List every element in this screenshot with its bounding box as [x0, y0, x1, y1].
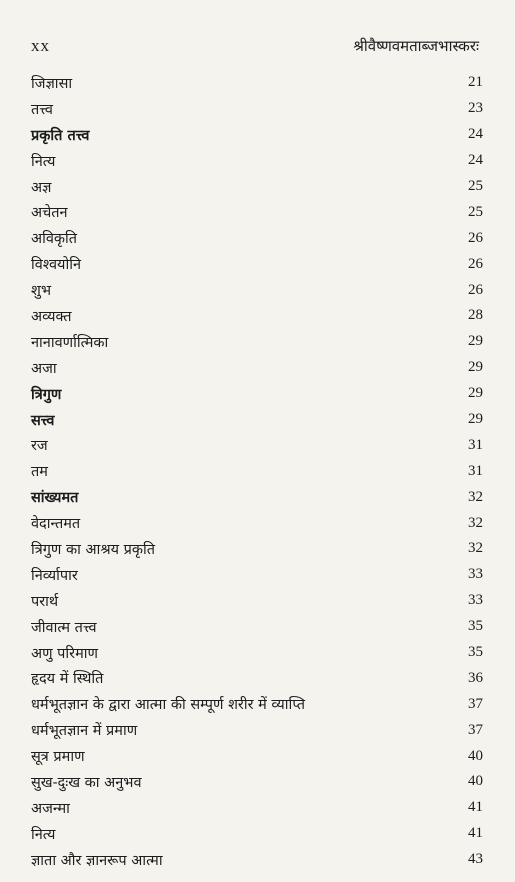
toc-entry-title: अणु परिमाण — [31, 645, 99, 662]
toc-entry-page: 35 — [468, 644, 483, 661]
table-of-contents — [31, 70, 483, 873]
toc-entry-title: वेदान्तमत — [31, 516, 81, 533]
toc-entry-page: 29 — [468, 359, 483, 376]
toc-entry — [31, 225, 483, 251]
toc-entry-page: 26 — [468, 281, 483, 298]
toc-entry-page: 25 — [468, 178, 483, 194]
toc-entry — [31, 70, 483, 96]
toc-entry-page: 40 — [468, 747, 483, 764]
toc-entry-page: 37 — [468, 695, 483, 712]
toc-entry — [31, 691, 483, 717]
toc-entry-title: अज्ञ — [31, 179, 52, 196]
toc-entry-page: 43 — [468, 851, 483, 868]
toc-entry — [31, 640, 483, 666]
toc-entry — [31, 199, 483, 225]
toc-entry — [31, 717, 483, 743]
toc-entry-page: 33 — [468, 566, 483, 583]
toc-entry-title: सांख्यमत — [31, 489, 79, 507]
toc-entry-title: अविकृति — [31, 231, 78, 248]
toc-entry — [31, 484, 483, 510]
toc-entry-page: 24 — [468, 126, 483, 143]
toc-entry — [31, 510, 483, 536]
toc-entry-page: 29 — [468, 385, 483, 402]
toc-entry-title: नित्य — [31, 153, 56, 170]
toc-entry — [31, 743, 483, 769]
toc-entry-title: अजा — [31, 360, 57, 377]
toc-entry-title: रज — [31, 438, 48, 455]
toc-entry-page: 29 — [468, 411, 483, 428]
toc-entry — [31, 96, 483, 122]
toc-entry-page: 35 — [468, 618, 483, 635]
page-header — [31, 36, 479, 60]
toc-entry-page: 29 — [468, 333, 483, 350]
toc-entry — [31, 562, 483, 588]
toc-entry-page: 23 — [468, 100, 483, 117]
toc-entry — [31, 769, 483, 795]
toc-entry-title: विश्वयोनि — [31, 257, 82, 274]
toc-entry — [31, 407, 483, 433]
toc-entry-page: 28 — [468, 307, 483, 324]
toc-entry — [31, 614, 483, 640]
toc-entry-title: धर्मभूतज्ञान के द्वारा आत्मा की सम्पूर्ण शरीर में व्याप्ति — [31, 697, 306, 714]
toc-entry-page: 32 — [468, 488, 483, 505]
toc-entry-title: नित्य — [31, 826, 56, 843]
toc-entry — [31, 536, 483, 562]
toc-entry-title: तत्त्व — [31, 101, 53, 118]
toc-entry-page: 41 — [468, 799, 483, 816]
toc-entry-title: शुभ — [31, 283, 52, 300]
toc-entry — [31, 122, 483, 148]
toc-entry — [31, 588, 483, 614]
book-title: श्रीवैष्णवमताब्जभास्करः — [353, 37, 479, 55]
toc-entry — [31, 458, 483, 484]
toc-entry-title: त्रिगुण का आश्रय प्रकृति — [31, 541, 156, 558]
toc-entry-title: निर्व्यापार — [31, 567, 78, 584]
toc-entry — [31, 303, 483, 329]
toc-entry — [31, 821, 483, 847]
toc-entry-page: 26 — [468, 255, 483, 272]
toc-entry-page: 32 — [468, 514, 483, 531]
toc-entry-title: नानावर्णात्मिका — [31, 334, 109, 351]
toc-entry-title: हृदय में स्थिति — [31, 671, 104, 688]
toc-entry — [31, 355, 483, 381]
toc-entry-title: ज्ञाता और ज्ञानरूप आत्मा — [31, 852, 163, 869]
toc-entry-title: अजन्मा — [31, 800, 70, 817]
toc-entry — [31, 174, 483, 200]
toc-entry — [31, 148, 483, 174]
toc-entry-title: सूत्र प्रमाण — [31, 749, 85, 766]
toc-entry-page: 26 — [468, 229, 483, 246]
toc-entry-title: धर्मभूतज्ञान में प्रमाण — [31, 723, 138, 740]
toc-entry — [31, 329, 483, 355]
toc-entry — [31, 251, 483, 277]
toc-entry-page: 31 — [468, 462, 483, 479]
toc-entry-title: तम — [31, 464, 48, 481]
toc-entry-page: 21 — [468, 74, 483, 91]
toc-entry-page: 37 — [468, 721, 483, 738]
toc-entry-title: परार्थ — [31, 593, 59, 610]
toc-entry-title: त्रिगुण — [31, 385, 62, 403]
toc-entry-page: 36 — [468, 669, 483, 686]
page-number: xx — [31, 36, 50, 55]
toc-entry-page: 25 — [468, 203, 483, 220]
toc-entry-page: 33 — [468, 592, 483, 609]
toc-entry — [31, 277, 483, 303]
toc-entry-title: जिज्ञासा — [31, 75, 73, 92]
toc-entry-title: अचेतन — [31, 205, 68, 222]
toc-entry — [31, 795, 483, 821]
toc-entry — [31, 381, 483, 407]
toc-entry-page: 31 — [468, 436, 483, 453]
toc-entry — [31, 665, 483, 691]
toc-entry — [31, 847, 483, 873]
toc-entry-page: 41 — [468, 825, 483, 842]
toc-entry-page: 24 — [468, 152, 483, 169]
toc-entry-page: 32 — [468, 540, 483, 557]
toc-entry — [31, 432, 483, 458]
toc-entry-title: सुख-दुःख का अनुभव — [31, 774, 142, 791]
toc-entry-title: सत्त्व — [31, 411, 55, 429]
toc-entry-title: अव्यक्त — [31, 308, 72, 325]
toc-entry-page: 40 — [468, 773, 483, 790]
toc-entry-title: जीवात्म तत्त्व — [31, 619, 97, 636]
toc-entry-title: प्रकृति तत्त्व — [31, 126, 90, 144]
